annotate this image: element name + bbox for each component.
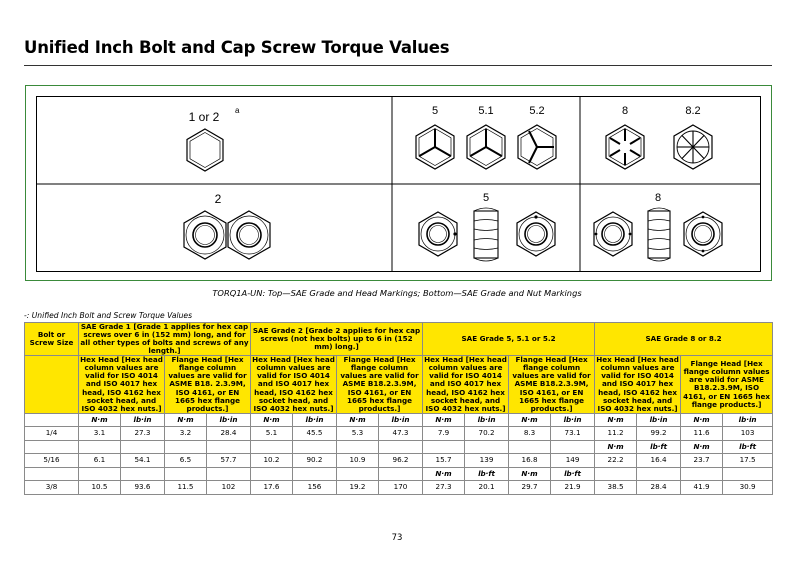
torque-value-cell: 170 xyxy=(379,481,423,495)
unit-cell xyxy=(121,440,165,454)
header-blank xyxy=(25,356,79,413)
unit-cell xyxy=(165,467,207,481)
table-row xyxy=(25,467,773,481)
table-row xyxy=(25,454,773,468)
torque-value-cell: 103 xyxy=(723,427,773,441)
torque-value-cell: 28.4 xyxy=(637,481,681,495)
unit-cell: lb·in xyxy=(207,413,251,427)
torque-value-cell: 102 xyxy=(207,481,251,495)
unit-cell: N·m xyxy=(509,413,551,427)
unit-cell xyxy=(251,440,293,454)
torque-value-cell: 90.2 xyxy=(293,454,337,468)
torque-value-cell: 6.1 xyxy=(79,454,121,468)
unit-cell xyxy=(681,467,723,481)
label-grade-note: a xyxy=(235,106,240,115)
unit-cell: lb·in xyxy=(637,413,681,427)
unit-cell: lb·in xyxy=(465,413,509,427)
grade-8-hex-nut-icon xyxy=(594,212,632,256)
grade-1-or-2-head-icon xyxy=(187,106,240,171)
torque-value-cell: 10.9 xyxy=(337,454,379,468)
bolt-size-cell xyxy=(25,467,79,481)
unit-cell: lb·in xyxy=(293,413,337,427)
unit-cell xyxy=(595,467,637,481)
unit-cell: N·m xyxy=(681,413,723,427)
unit-cell xyxy=(379,467,423,481)
subheader-grade-1-flange: Flange Head [Hex flange column values are valid for ASME B18. 2.3.9M, ISO 4161, or EN 1665 hex flange products.] xyxy=(165,356,251,413)
label-nut-grade-2: 2 xyxy=(214,192,222,206)
grade-5-2-head-icon xyxy=(518,105,556,169)
unit-cell: lb·in xyxy=(723,413,773,427)
bolt-size-cell xyxy=(25,413,79,427)
unit-cell xyxy=(79,440,121,454)
unit-cell: lb·ft xyxy=(465,467,509,481)
torque-value-cell: 139 xyxy=(465,454,509,468)
unit-cell: N·m xyxy=(337,413,379,427)
torque-value-cell: 3.2 xyxy=(165,427,207,441)
torque-value-cell: 15.7 xyxy=(423,454,465,468)
torque-value-cell: 54.1 xyxy=(121,454,165,468)
header-bolt-size: Bolt or Screw Size xyxy=(25,323,79,356)
grade-8-side-nut-icon xyxy=(648,208,670,261)
subheader-grade-8-flange: Flange Head [Hex flange column values are valid for ASME B18.2.3.9M, ISO 4161, or EN 1665 hex flange products.] xyxy=(681,356,773,413)
torque-value-cell: 11.6 xyxy=(681,427,723,441)
unit-cell: N·m xyxy=(79,413,121,427)
unit-cell xyxy=(551,440,595,454)
unit-cell xyxy=(293,440,337,454)
unit-cell xyxy=(509,440,551,454)
grade-5-flange-nut-icon xyxy=(517,212,555,256)
label-nut-grade-8: 8 xyxy=(654,192,662,204)
table-row xyxy=(25,427,773,441)
grade-2-flange-nut-icon xyxy=(228,211,270,259)
torque-value-cell: 11.2 xyxy=(595,427,637,441)
unit-cell: lb·in xyxy=(121,413,165,427)
torque-value-cell: 99.2 xyxy=(637,427,681,441)
label-grade-5-1: 5.1 xyxy=(478,105,494,117)
bolt-size-cell: 1/4 xyxy=(25,427,79,441)
header-grade-5: SAE Grade 5, 5.1 or 5.2 xyxy=(423,323,595,356)
grade-5-1-head-icon xyxy=(467,105,505,169)
torque-value-cell: 47.3 xyxy=(379,427,423,441)
torque-value-cell: 17.5 xyxy=(723,454,773,468)
torque-value-cell: 38.5 xyxy=(595,481,637,495)
unit-cell: N·m xyxy=(595,413,637,427)
torque-value-cell: 8.3 xyxy=(509,427,551,441)
bolt-size-cell: 5/16 xyxy=(25,454,79,468)
torque-value-cell: 17.6 xyxy=(251,481,293,495)
grade-8-head-icon xyxy=(606,105,644,169)
grade-markings-figure xyxy=(36,96,761,272)
torque-value-cell: 28.4 xyxy=(207,427,251,441)
header-grade-8: SAE Grade 8 or 8.2 xyxy=(595,323,773,356)
table-caption: -: Unified Inch Bolt and Screw Torque Values xyxy=(24,311,193,320)
torque-value-cell: 22.2 xyxy=(595,454,637,468)
grade-8-flange-nut-icon xyxy=(684,212,722,256)
unit-cell xyxy=(207,467,251,481)
label-grade-1-or-2: 1 or 2 xyxy=(188,110,220,124)
torque-value-cell: 29.7 xyxy=(509,481,551,495)
figure-caption: TORQ1A-UN: Top—SAE Grade and Head Markings; Bottom—SAE Grade and Nut Markings xyxy=(212,288,582,298)
unit-cell: N·m xyxy=(165,413,207,427)
table-row xyxy=(25,413,773,427)
title-rule xyxy=(24,65,772,66)
grade-8-2-head-icon xyxy=(674,105,712,169)
torque-value-cell: 19.2 xyxy=(337,481,379,495)
unit-cell: N·m xyxy=(509,467,551,481)
unit-cell xyxy=(423,440,465,454)
unit-cell: lb·ft xyxy=(723,440,773,454)
unit-cell xyxy=(337,440,379,454)
torque-value-cell: 5.3 xyxy=(337,427,379,441)
subheader-grade-1-hex: Hex Head [Hex head column values are valid for ISO 4014 and ISO 4017 hex head, ISO 4162 hex socket head, and ISO 4032 hex nuts.] xyxy=(80,355,163,413)
unit-cell xyxy=(637,467,681,481)
torque-value-cell: 41.9 xyxy=(681,481,723,495)
label-nut-grade-5: 5 xyxy=(482,192,490,204)
grade-5-hex-nut-icon xyxy=(419,212,457,256)
unit-cell: lb·ft xyxy=(551,467,595,481)
grade-5-head-icon xyxy=(416,105,454,169)
unit-cell: lb·in xyxy=(379,413,423,427)
unit-cell: N·m xyxy=(595,440,637,454)
header-grade-1: SAE Grade 1 [Grade 1 applies for hex cap screws over 6 in (152 mm) long, and for all other types of bolts and screws of any length.] xyxy=(80,322,249,356)
page-number: 73 xyxy=(391,533,403,543)
page-title: Unified Inch Bolt and Cap Screw Torque Values xyxy=(24,38,450,57)
torque-value-cell: 16.4 xyxy=(637,454,681,468)
unit-cell xyxy=(465,440,509,454)
torque-value-cell: 20.1 xyxy=(465,481,509,495)
header-grade-2: SAE Grade 2 [Grade 2 applies for hex cap screws (not hex bolts) up to 6 in (152 mm) long.] xyxy=(251,323,423,356)
torque-value-cell: 149 xyxy=(551,454,595,468)
torque-value-cell: 16.8 xyxy=(509,454,551,468)
torque-value-cell: 23.7 xyxy=(681,454,723,468)
unit-cell: lb·in xyxy=(551,413,595,427)
bolt-size-cell: 3/8 xyxy=(25,481,79,495)
torque-value-cell: 27.3 xyxy=(121,427,165,441)
torque-value-cell: 45.5 xyxy=(293,427,337,441)
torque-value-cell: 5.1 xyxy=(251,427,293,441)
table-row xyxy=(25,440,773,454)
table-row xyxy=(25,481,773,495)
subheader-grade-5-flange: Flange Head [Hex flange column values are valid for ASME B18.2.3.9M, ISO 4161, or EN 1665 hex flange products.] xyxy=(509,356,595,413)
grade-2-hex-nut-icon xyxy=(184,211,226,259)
subheader-grade-2-flange: Flange Head [Hex flange column values are valid for ASME B18.2.3.9M, ISO 4161, or EN 1665 hex flange products.] xyxy=(337,356,423,413)
torque-value-cell: 57.7 xyxy=(207,454,251,468)
unit-cell: N·m xyxy=(251,413,293,427)
unit-cell: N·m xyxy=(423,467,465,481)
torque-value-cell: 21.9 xyxy=(551,481,595,495)
label-grade-8: 8 xyxy=(621,105,629,117)
torque-value-cell: 27.3 xyxy=(423,481,465,495)
torque-value-cell: 3.1 xyxy=(79,427,121,441)
torque-table xyxy=(24,322,773,495)
label-grade-5: 5 xyxy=(431,105,439,117)
torque-value-cell: 70.2 xyxy=(465,427,509,441)
torque-value-cell: 6.5 xyxy=(165,454,207,468)
torque-value-cell: 30.9 xyxy=(723,481,773,495)
torque-value-cell: 156 xyxy=(293,481,337,495)
unit-cell: N·m xyxy=(681,440,723,454)
label-grade-5-2: 5.2 xyxy=(529,105,545,117)
unit-cell xyxy=(379,440,423,454)
torque-value-cell: 96.2 xyxy=(379,454,423,468)
unit-cell xyxy=(337,467,379,481)
unit-cell xyxy=(251,467,293,481)
unit-cell xyxy=(723,467,773,481)
subheader-grade-8-hex: Hex Head [Hex head column values are valid for ISO 4014 and ISO 4017 hex head, ISO 4162 hex socket head, and ISO 4032 hex nuts.] xyxy=(596,355,679,413)
label-grade-8-2: 8.2 xyxy=(685,105,701,117)
unit-cell: N·m xyxy=(423,413,465,427)
unit-cell xyxy=(207,440,251,454)
torque-value-cell: 10.2 xyxy=(251,454,293,468)
unit-cell xyxy=(121,467,165,481)
torque-value-cell: 11.5 xyxy=(165,481,207,495)
torque-value-cell: 93.6 xyxy=(121,481,165,495)
unit-cell xyxy=(165,440,207,454)
subheader-grade-5-hex: Hex Head [Hex head column values are valid for ISO 4014 and ISO 4017 hex head, ISO 4162 hex socket head, and ISO 4032 hex nuts.] xyxy=(424,355,507,413)
subheader-grade-2-hex: Hex Head [Hex head column values are valid for ISO 4014 and ISO 4017 hex head, ISO 4162 hex socket head, and ISO 4032 hex nuts.] xyxy=(252,355,335,413)
torque-value-cell: 73.1 xyxy=(551,427,595,441)
grade-5-side-nut-icon xyxy=(474,208,498,261)
torque-value-cell: 10.5 xyxy=(79,481,121,495)
unit-cell: lb·ft xyxy=(637,440,681,454)
torque-value-cell: 7.9 xyxy=(423,427,465,441)
unit-cell xyxy=(293,467,337,481)
bolt-size-cell xyxy=(25,440,79,454)
unit-cell xyxy=(79,467,121,481)
